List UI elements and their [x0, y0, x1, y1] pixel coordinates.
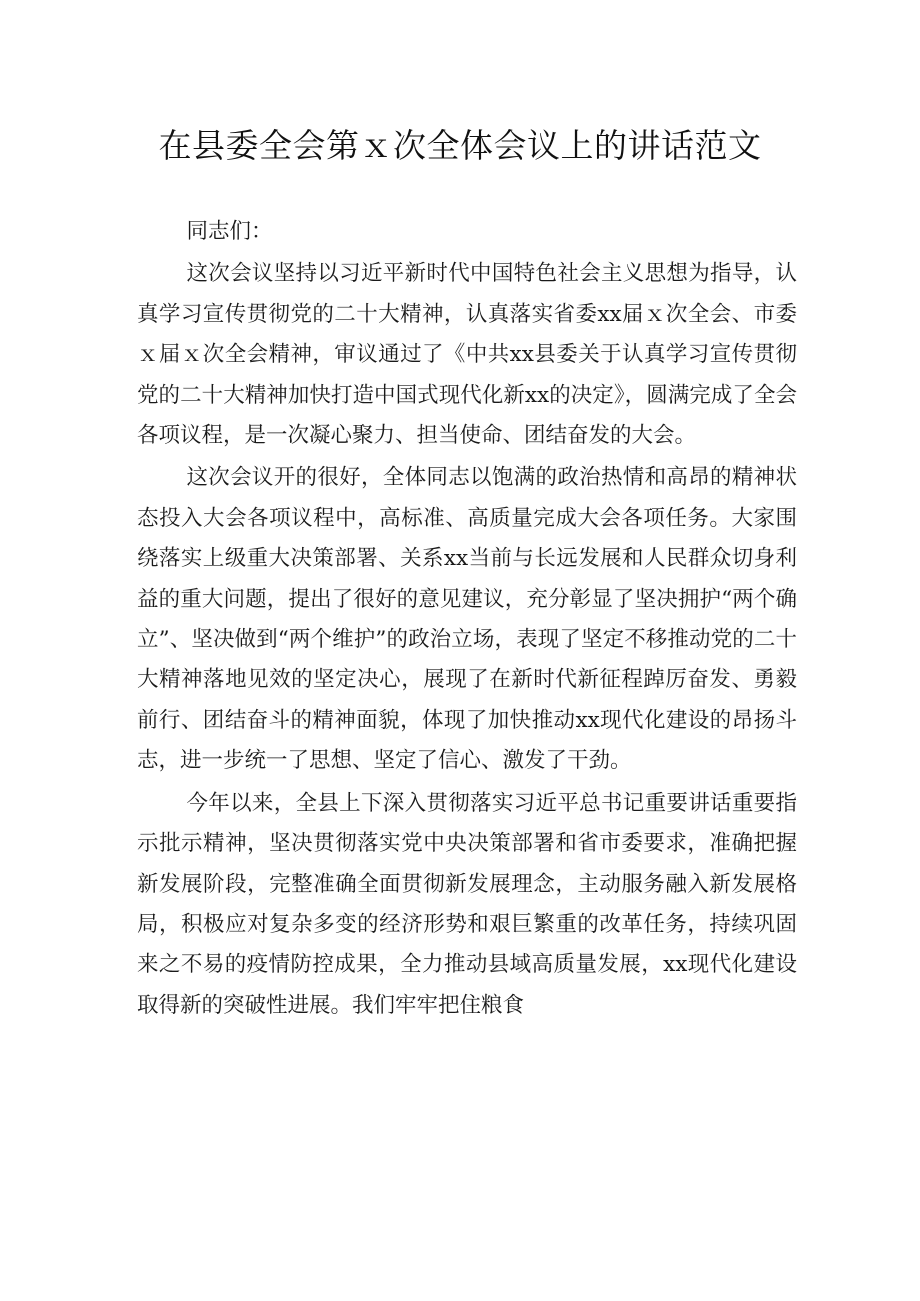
body-paragraph-1: 这次会议坚持以习近平新时代中国特色社会主义思想为指导，认真学习宣传贯彻党的二十大精神，认真落实省委xx届ｘ次全会、市委ｘ届ｘ次全会精神，审议通过了《中共xx县委关于认真学习宣传贯彻党的二十大精神加快打造中国式现代化新xx的决定》，圆满完成了全会各项议程，是一次凝心聚力、担当使命、团结奋发的大会。	[137, 261, 797, 449]
document-title: 在县委全会第ｘ次全体会议上的讲话范文	[158, 126, 762, 165]
document-body	[137, 212, 797, 1026]
body-paragraph-3: 今年以来，全县上下深入贯彻落实习近平总书记重要讲话重要指示批示精神，坚决贯彻落实党中央决策部署和省市委要求，准确把握新发展阶段，完整准确全面贯彻新发展理念，主动服务融入新发展格局，积极应对复杂多变的经济形势和艰巨繁重的改革任务，持续巩固来之不易的疫情防控成果，全力推动县域高质量发展，xx现代化建设取得新的突破性进展。我们牢牢把住粮食	[137, 790, 797, 1018]
greeting-line: 同志们：	[186, 219, 273, 244]
body-paragraph-2: 这次会议开的很好，全体同志以饱满的政治热情和高昂的精神状态投入大会各项议程中，高标准、高质量完成大会各项任务。大家围绕落实上级重大决策部署、关系xx当前与长远发展和人民群众切身利益的重大问题，提出了很好的意见建议，充分彰显了坚决拥护“两个确立”、坚决做到“两个维护”的政治立场，表现了坚定不移推动党的二十大精神落地见效的坚定决心，展现了在新时代新征程踔厉奋发、勇毅前行、团结奋斗的精神面貌，体现了加快推动xx现代化建设的昂扬斗志，进一步统一了思想、坚定了信心、激发了干劲。	[137, 465, 797, 774]
